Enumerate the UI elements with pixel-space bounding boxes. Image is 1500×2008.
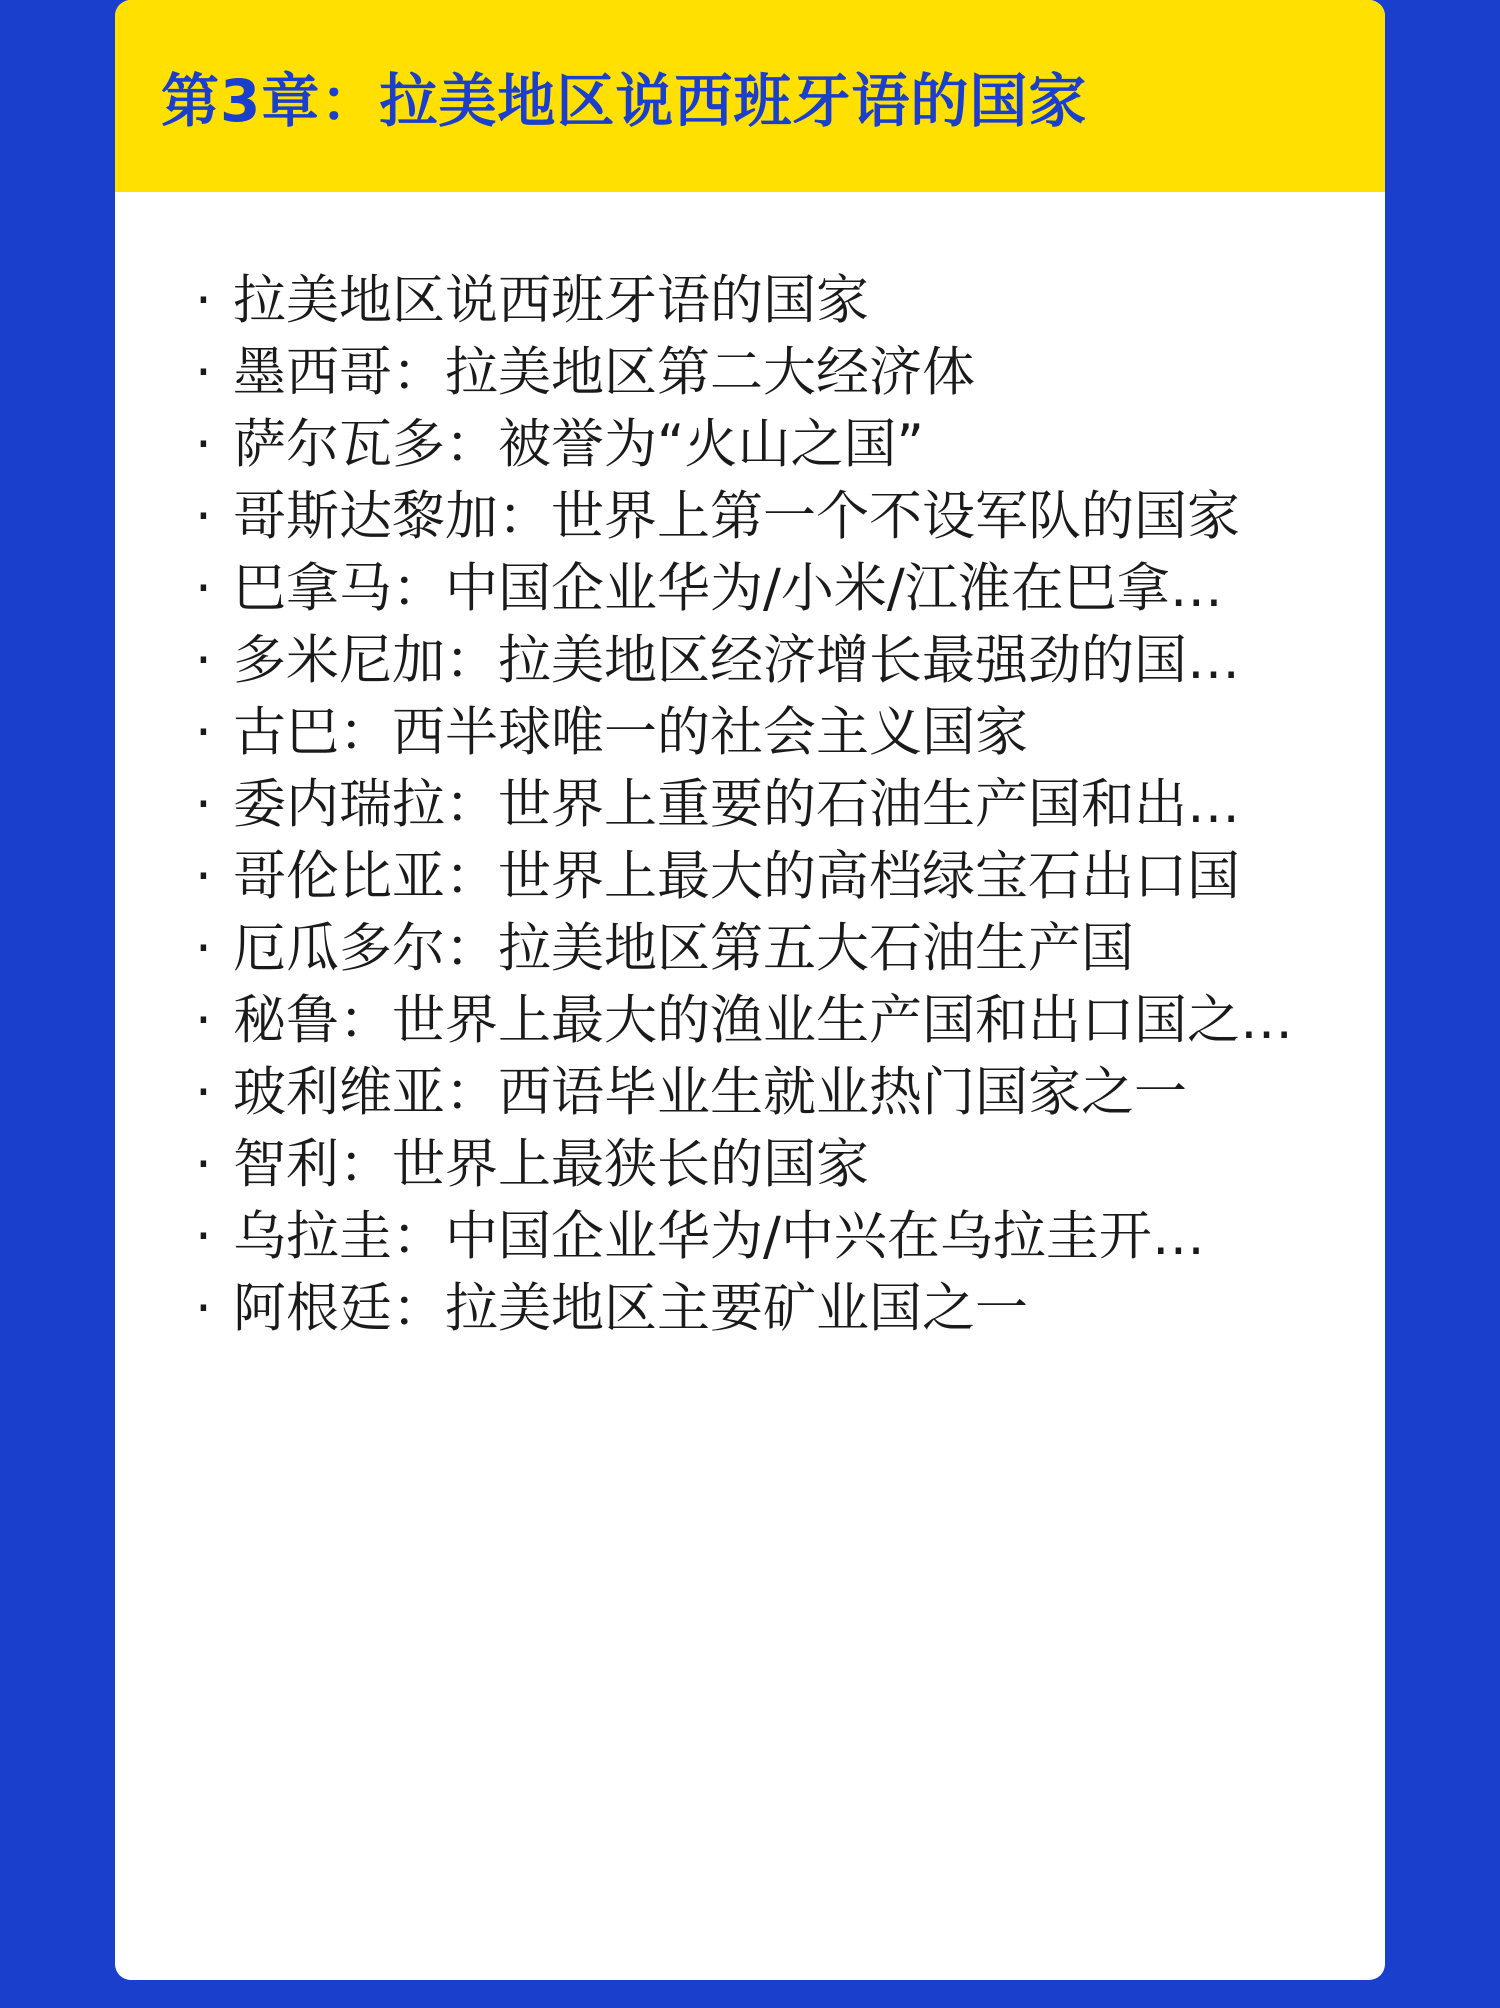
bullet-icon: · [195, 1134, 212, 1195]
bullet-icon: · [195, 486, 212, 547]
list-item-text: 萨尔瓦多：被誉为“火山之国” [233, 414, 924, 475]
bullet-icon: · [195, 270, 212, 331]
bullet-icon: · [195, 1062, 212, 1123]
chapter-list [195, 245, 1375, 1365]
chapter-card [115, 0, 1385, 1980]
list-item-text: 阿根廷：拉美地区主要矿业国之一 [233, 1278, 1028, 1339]
bullet-icon: · [195, 918, 212, 979]
chapter-title: 第3章：拉美地区说西班牙语的国家 [161, 67, 1088, 135]
list-item-text: 智利：世界上最狭长的国家 [233, 1134, 869, 1195]
chapter-header [115, 0, 1385, 192]
list-item-text: 多米尼加：拉美地区经济增长最强劲的国… [233, 630, 1240, 691]
list-item-text: 乌拉圭：中国企业华为/中兴在乌拉圭开… [233, 1206, 1205, 1267]
list-item-text: 古巴：西半球唯一的社会主义国家 [233, 702, 1028, 763]
list-item-text: 巴拿马：中国企业华为/小米/江淮在巴拿… [233, 558, 1223, 619]
bullet-icon: · [195, 846, 212, 907]
bullet-icon: · [195, 342, 212, 403]
list-item-text: 哥伦比亚：世界上最大的高档绿宝石出口国 [233, 846, 1240, 907]
bullet-icon: · [195, 630, 212, 691]
bullet-icon: · [195, 702, 212, 763]
bullet-icon: · [195, 414, 212, 475]
list-item-text: 秘鲁：世界上最大的渔业生产国和出口国之… [233, 990, 1293, 1051]
list-item-text: 墨西哥：拉美地区第二大经济体 [233, 342, 975, 403]
list-item-text: 委内瑞拉：世界上重要的石油生产国和出… [233, 774, 1240, 835]
bullet-icon: · [195, 558, 212, 619]
list-item-text: 拉美地区说西班牙语的国家 [233, 270, 869, 331]
bullet-icon: · [195, 990, 212, 1051]
list-item-text: 玻利维亚：西语毕业生就业热门国家之一 [233, 1062, 1187, 1123]
bullet-icon: · [195, 1206, 212, 1267]
list-item-text: 厄瓜多尔：拉美地区第五大石油生产国 [233, 918, 1134, 979]
list-item-text: 哥斯达黎加：世界上第一个不设军队的国家 [233, 486, 1240, 547]
bullet-icon: · [195, 1278, 212, 1339]
bullet-icon: · [195, 774, 212, 835]
